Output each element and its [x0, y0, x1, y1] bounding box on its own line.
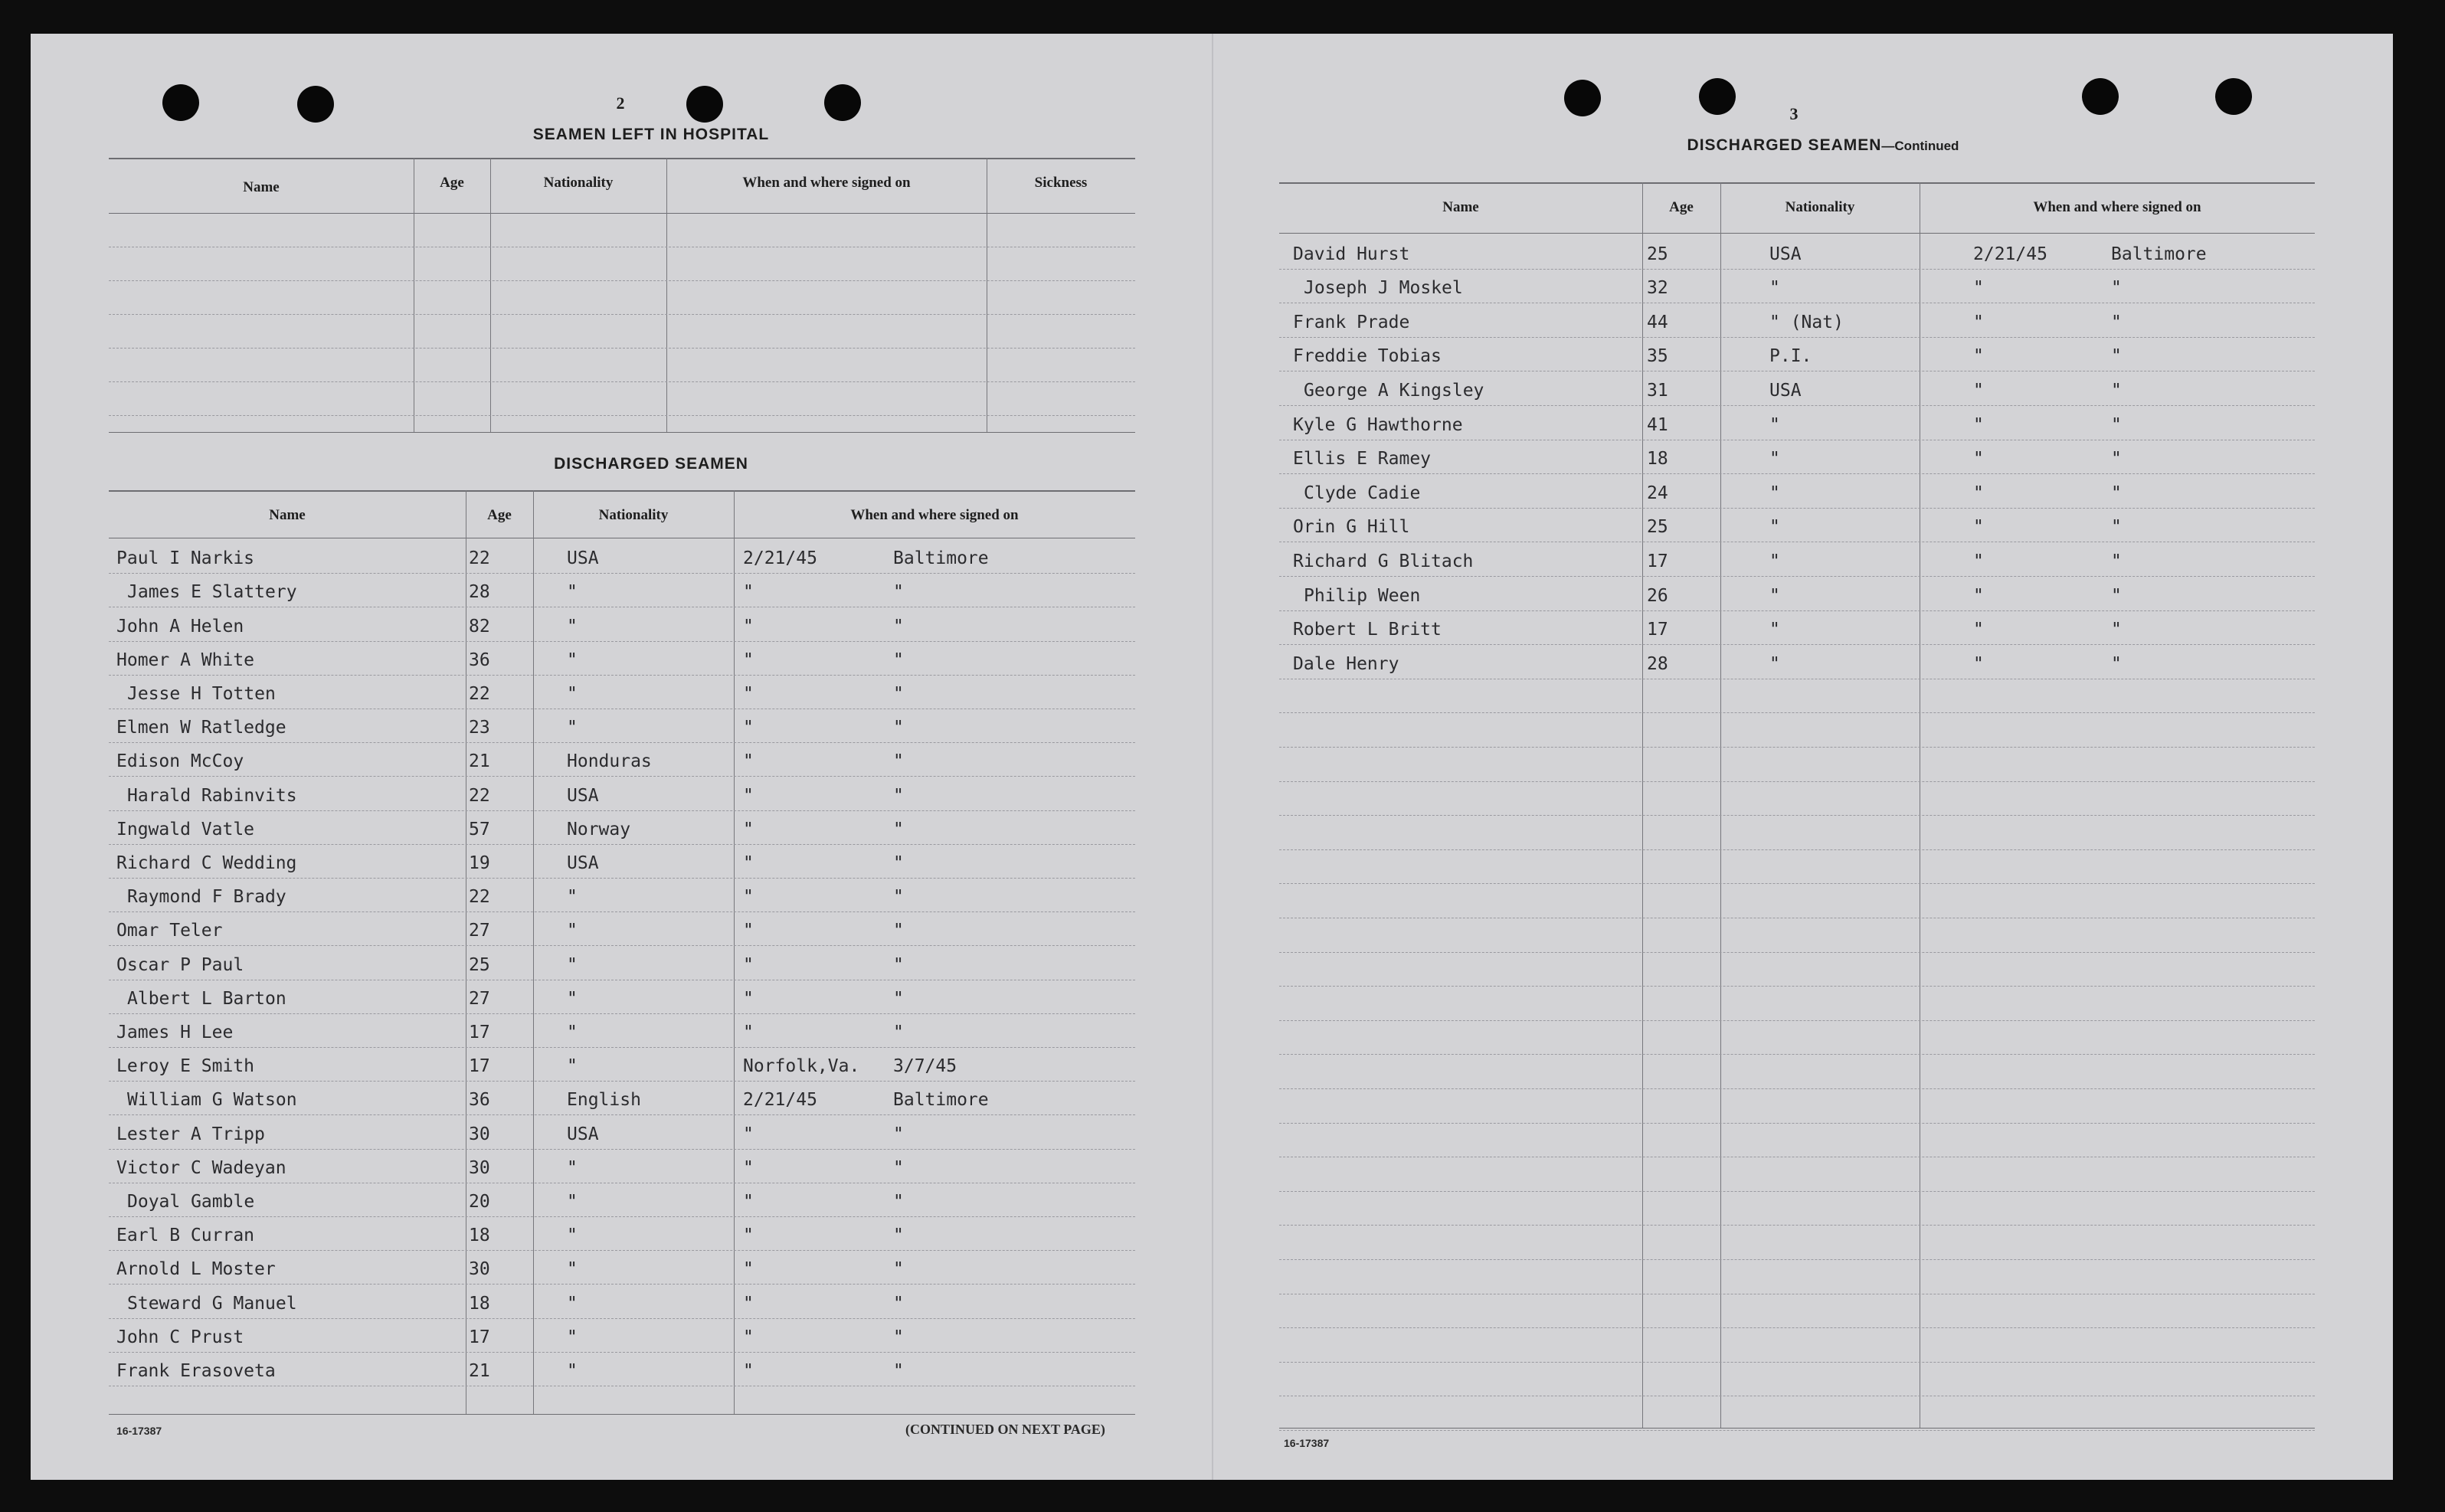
row-age: 17: [469, 1023, 490, 1042]
row-nationality: Norway: [567, 819, 631, 839]
row-age: 25: [469, 954, 490, 975]
column-divider: [533, 490, 534, 1414]
row-age: 17: [1647, 620, 1668, 640]
row-nationality: ": [567, 1056, 578, 1077]
row-nationality: USA: [1769, 244, 1802, 264]
row-place: ": [893, 1023, 904, 1042]
table-rule: [109, 213, 1135, 214]
row-rule: [109, 415, 1135, 416]
row-nationality: English: [567, 1090, 641, 1111]
row-rule: [1279, 269, 2315, 270]
row-nationality: USA: [1769, 381, 1802, 401]
column-header: Age: [440, 175, 464, 191]
row-place: ": [893, 1226, 904, 1246]
row-place: ": [2111, 585, 2122, 606]
row-place: ": [2111, 653, 2122, 674]
row-rule: [1279, 1225, 2315, 1226]
row-nationality: USA: [567, 1124, 599, 1144]
row-nationality: ": [567, 616, 578, 637]
column-header: When and where signed on: [2033, 199, 2201, 215]
punch-hole: [1699, 78, 1736, 115]
row-name: Philip Ween: [1304, 585, 1421, 606]
row-rule: [109, 1047, 1135, 1048]
row-age: 82: [469, 616, 490, 637]
row-rule: [1279, 1191, 2315, 1192]
row-place: ": [2111, 278, 2122, 299]
column-header: Nationality: [598, 507, 669, 523]
row-place: ": [2111, 517, 2122, 538]
row-age: 28: [469, 582, 490, 603]
row-name: Edison McCoy: [116, 751, 244, 772]
row-rule: [109, 810, 1135, 811]
row-age: 18: [1647, 449, 1668, 470]
row-rule: [109, 1149, 1135, 1150]
row-rule: [109, 1081, 1135, 1082]
row-place: ": [893, 1157, 904, 1178]
row-rule: [109, 1013, 1135, 1014]
row-date: 2/21/45: [743, 1090, 817, 1111]
punch-hole: [824, 84, 861, 121]
row-date: ": [1973, 551, 1984, 571]
row-nationality: ": [1769, 483, 1780, 503]
row-rule: [1279, 1259, 2315, 1260]
row-place: ": [2111, 346, 2122, 367]
row-place: ": [2111, 620, 2122, 640]
row-place: ": [893, 582, 904, 603]
row-age: 30: [469, 1124, 490, 1144]
row-age: 22: [469, 548, 490, 569]
row-place: ": [893, 887, 904, 908]
row-date: ": [1973, 653, 1984, 674]
row-name: Homer A White: [116, 650, 255, 670]
row-nationality: USA: [567, 548, 599, 569]
row-rule: [109, 348, 1135, 349]
row-age: 23: [469, 718, 490, 738]
row-rule: [1279, 712, 2315, 713]
row-age: 30: [469, 1157, 490, 1178]
row-name: Freddie Tobias: [1293, 346, 1442, 367]
row-name: James E Slattery: [127, 582, 297, 603]
row-age: 25: [1647, 517, 1668, 538]
row-date: ": [1973, 483, 1984, 503]
column-header: Name: [1442, 199, 1479, 215]
row-nationality: P.I.: [1769, 346, 1812, 367]
column-header: Age: [487, 507, 512, 523]
row-place: ": [893, 1259, 904, 1280]
row-nationality: ": [567, 1327, 578, 1347]
row-rule: [109, 280, 1135, 281]
row-name: Steward G Manuel: [127, 1293, 297, 1314]
row-place: ": [2111, 312, 2122, 332]
row-date: ": [743, 1226, 754, 1246]
row-place: ": [893, 988, 904, 1009]
row-rule: [1279, 986, 2315, 987]
row-place: 3/7/45: [893, 1056, 957, 1077]
row-name: Ingwald Vatle: [116, 819, 255, 839]
row-name: Lester A Tripp: [116, 1124, 265, 1144]
row-nationality: ": [1769, 517, 1780, 538]
row-age: 25: [1647, 244, 1668, 264]
row-rule: [109, 742, 1135, 743]
row-nationality: ": [567, 1192, 578, 1212]
row-date: ": [743, 718, 754, 738]
row-rule: [1279, 849, 2315, 850]
row-name: Elmen W Ratledge: [116, 718, 286, 738]
row-age: 26: [1647, 585, 1668, 606]
row-age: 27: [469, 988, 490, 1009]
row-name: John A Helen: [116, 616, 244, 637]
row-rule: [1279, 883, 2315, 884]
row-date: ": [1973, 517, 1984, 538]
table-rule: [109, 158, 1135, 159]
column-divider: [666, 158, 667, 432]
row-nationality: ": [1769, 620, 1780, 640]
row-rule: [109, 844, 1135, 845]
row-name: Omar Teler: [116, 921, 223, 941]
row-name: Albert L Barton: [127, 988, 286, 1009]
row-name: James H Lee: [116, 1023, 234, 1042]
hospital-title: SEAMEN LEFT IN HOSPITAL: [532, 126, 770, 143]
row-name: Jesse H Totten: [127, 684, 276, 704]
row-age: 36: [469, 1090, 490, 1111]
row-age: 22: [469, 887, 490, 908]
row-rule: [109, 945, 1135, 946]
row-date: ": [743, 582, 754, 603]
row-age: 41: [1647, 414, 1668, 435]
row-age: 24: [1647, 483, 1668, 503]
column-header: Nationality: [1785, 199, 1855, 215]
row-rule: [109, 573, 1135, 574]
row-name: John C Prust: [116, 1327, 244, 1347]
row-nationality: ": [567, 1157, 578, 1178]
row-date: ": [1973, 278, 1984, 299]
row-name: Dale Henry: [1293, 653, 1399, 674]
column-divider: [734, 490, 735, 1414]
row-name: Frank Erasoveta: [116, 1361, 276, 1381]
column-divider: [1720, 182, 1721, 1428]
column-header: Sickness: [1034, 175, 1088, 191]
row-rule: [109, 1352, 1135, 1353]
row-rule: [1279, 1088, 2315, 1089]
row-place: Baltimore: [2111, 244, 2207, 264]
row-date: ": [743, 1361, 754, 1381]
row-date: ": [1973, 585, 1984, 606]
row-place: ": [893, 1124, 904, 1144]
row-date: Norfolk,Va.: [743, 1056, 860, 1077]
row-place: ": [893, 616, 904, 637]
row-place: ": [2111, 483, 2122, 503]
row-nationality: ": [1769, 449, 1780, 470]
row-rule: [1279, 1362, 2315, 1363]
punch-hole: [162, 84, 199, 121]
row-age: 21: [469, 751, 490, 772]
row-name: Joseph J Moskel: [1304, 278, 1463, 299]
row-rule: [109, 1216, 1135, 1217]
row-name: Oscar P Paul: [116, 954, 244, 975]
row-place: ": [893, 1293, 904, 1314]
row-date: ": [743, 921, 754, 941]
row-date: ": [1973, 381, 1984, 401]
row-date: ": [1973, 414, 1984, 435]
row-rule: [1279, 508, 2315, 509]
row-nationality: ": [567, 684, 578, 704]
row-date: ": [1973, 620, 1984, 640]
row-age: 35: [1647, 346, 1668, 367]
row-age: 31: [1647, 381, 1668, 401]
row-nationality: ": [567, 650, 578, 670]
row-age: 21: [469, 1361, 490, 1381]
punch-hole: [1564, 80, 1601, 116]
row-place: ": [2111, 414, 2122, 435]
row-name: Doyal Gamble: [127, 1192, 255, 1212]
row-place: ": [893, 1192, 904, 1212]
row-date: ": [1973, 346, 1984, 367]
continued-note: (CONTINUED ON NEXT PAGE): [905, 1422, 1105, 1437]
column-header: Nationality: [543, 175, 614, 191]
row-name: Raymond F Brady: [127, 887, 286, 908]
row-age: 17: [469, 1056, 490, 1077]
row-rule: [1279, 1430, 2315, 1431]
continued-title: [1547, 136, 2099, 155]
punch-hole: [2082, 78, 2119, 115]
row-rule: [109, 675, 1135, 676]
row-rule: [109, 1284, 1135, 1285]
row-date: ": [743, 1124, 754, 1144]
punch-hole: [2215, 78, 2252, 115]
row-place: ": [893, 718, 904, 738]
row-nationality: USA: [567, 785, 599, 806]
row-rule: [109, 314, 1135, 315]
row-name: Paul I Narkis: [116, 548, 255, 569]
row-name: Ellis E Ramey: [1293, 449, 1432, 470]
continued-title-suffix: —Continued: [1881, 139, 1959, 153]
row-date: ": [743, 954, 754, 975]
punch-hole: [686, 86, 723, 123]
row-age: 57: [469, 819, 490, 839]
row-rule: [1279, 610, 2315, 611]
continued-title-main: DISCHARGED SEAMEN: [1687, 136, 1882, 154]
row-nationality: ": [1769, 414, 1780, 435]
row-place: ": [893, 684, 904, 704]
row-age: 22: [469, 684, 490, 704]
punch-hole: [297, 86, 334, 123]
table-rule: [1279, 1428, 2315, 1429]
row-age: 18: [469, 1226, 490, 1246]
row-name: Orin G Hill: [1293, 517, 1410, 538]
row-name: David Hurst: [1293, 244, 1410, 264]
column-divider: [490, 158, 491, 432]
row-date: ": [743, 853, 754, 873]
row-place: ": [893, 1327, 904, 1347]
row-nationality: ": [567, 1361, 578, 1381]
column-header: Name: [243, 179, 280, 195]
row-date: ": [743, 751, 754, 772]
row-place: ": [893, 785, 904, 806]
row-name: George A Kingsley: [1304, 381, 1484, 401]
row-age: 22: [469, 785, 490, 806]
row-place: ": [2111, 381, 2122, 401]
row-name: William G Watson: [127, 1090, 297, 1111]
row-nationality: Honduras: [567, 751, 652, 772]
row-nationality: ": [567, 582, 578, 603]
row-place: ": [893, 751, 904, 772]
row-rule: [109, 381, 1135, 382]
row-rule: [109, 1318, 1135, 1319]
row-age: 17: [1647, 551, 1668, 571]
row-name: Richard C Wedding: [116, 853, 297, 873]
row-place: ": [893, 819, 904, 839]
row-date: ": [743, 1293, 754, 1314]
row-rule: [1279, 1020, 2315, 1021]
row-rule: [109, 1114, 1135, 1115]
page-fold: [1212, 34, 1213, 1480]
row-age: 18: [469, 1293, 490, 1314]
row-rule: [1279, 1327, 2315, 1328]
row-date: ": [743, 684, 754, 704]
row-date: ": [743, 1157, 754, 1178]
row-date: ": [1973, 312, 1984, 332]
row-date: ": [743, 819, 754, 839]
row-rule: [1279, 1054, 2315, 1055]
row-place: ": [893, 650, 904, 670]
column-header: Name: [269, 507, 306, 523]
row-age: 20: [469, 1192, 490, 1212]
column-header: Age: [1669, 199, 1694, 215]
row-date: ": [1973, 449, 1984, 470]
row-name: Leroy E Smith: [116, 1056, 255, 1077]
row-date: ": [743, 988, 754, 1009]
row-nationality: ": [567, 988, 578, 1009]
table-rule: [1279, 182, 2315, 184]
row-age: 36: [469, 650, 490, 670]
row-rule: [1279, 337, 2315, 338]
row-nationality: ": [1769, 278, 1780, 299]
row-nationality: ": [1769, 551, 1780, 571]
row-nationality: ": [567, 1259, 578, 1280]
row-age: 28: [1647, 653, 1668, 674]
row-name: Robert L Britt: [1293, 620, 1442, 640]
row-place: ": [893, 954, 904, 975]
row-place: ": [893, 921, 904, 941]
table-rule: [1279, 233, 2315, 234]
row-date: ": [743, 1192, 754, 1212]
row-name: Earl B Curran: [116, 1226, 255, 1246]
row-rule: [109, 911, 1135, 912]
row-rule: [1279, 952, 2315, 953]
discharged-title: DISCHARGED SEAMEN: [554, 455, 748, 473]
row-date: 2/21/45: [1973, 244, 2047, 264]
page-number: 2: [616, 93, 625, 113]
row-nationality: ": [1769, 585, 1780, 606]
row-rule: [109, 776, 1135, 777]
column-header: When and where signed on: [742, 175, 911, 191]
row-age: 30: [469, 1259, 490, 1280]
row-rule: [1279, 405, 2315, 406]
row-date: ": [743, 1259, 754, 1280]
row-name: Clyde Cadie: [1304, 483, 1421, 503]
table-rule: [109, 432, 1135, 433]
row-rule: [1279, 644, 2315, 645]
table-rule: [109, 490, 1135, 492]
row-rule: [1279, 473, 2315, 474]
row-rule: [1279, 747, 2315, 748]
row-rule: [109, 641, 1135, 642]
row-nationality: ": [567, 1023, 578, 1042]
document-sheet: [31, 34, 2393, 1480]
row-date: ": [743, 785, 754, 806]
row-date: 2/21/45: [743, 548, 817, 569]
row-nationality: ": [567, 1226, 578, 1246]
row-age: 17: [469, 1327, 490, 1347]
row-nationality: ": [567, 718, 578, 738]
row-rule: [1279, 576, 2315, 577]
row-age: 44: [1647, 312, 1668, 332]
row-nationality: ": [567, 1293, 578, 1314]
row-rule: [1279, 1123, 2315, 1124]
row-nationality: ": [567, 921, 578, 941]
row-rule: [1279, 781, 2315, 782]
row-date: ": [743, 616, 754, 637]
row-date: ": [743, 650, 754, 670]
row-place: ": [893, 853, 904, 873]
row-rule: [109, 878, 1135, 879]
column-divider: [1642, 182, 1643, 1428]
table-rule: [109, 1414, 1135, 1415]
row-age: 19: [469, 853, 490, 873]
row-name: Arnold L Moster: [116, 1259, 276, 1280]
row-date: ": [743, 887, 754, 908]
row-rule: [1279, 815, 2315, 816]
row-age: 27: [469, 921, 490, 941]
row-name: Frank Prade: [1293, 312, 1410, 332]
row-place: ": [2111, 551, 2122, 571]
row-nationality: ": [567, 954, 578, 975]
row-name: Richard G Blitach: [1293, 551, 1474, 571]
row-nationality: USA: [567, 853, 599, 873]
row-place: Baltimore: [893, 548, 989, 569]
form-number: 16-17387: [116, 1425, 162, 1437]
row-place: Baltimore: [893, 1090, 989, 1111]
row-nationality: ": [567, 887, 578, 908]
column-header: When and where signed on: [850, 507, 1019, 523]
row-nationality: ": [1769, 653, 1780, 674]
form-number: 16-17387: [1284, 1437, 1330, 1449]
row-date: ": [743, 1327, 754, 1347]
row-rule: [109, 1250, 1135, 1251]
row-age: 32: [1647, 278, 1668, 299]
row-name: Victor C Wadeyan: [116, 1157, 286, 1178]
row-place: ": [2111, 449, 2122, 470]
row-date: ": [743, 1023, 754, 1042]
row-name: Kyle G Hawthorne: [1293, 414, 1463, 435]
row-name: Harald Rabinvits: [127, 785, 297, 806]
page-number: 3: [1789, 104, 1799, 123]
row-place: ": [893, 1361, 904, 1381]
row-nationality: " (Nat): [1769, 312, 1844, 332]
